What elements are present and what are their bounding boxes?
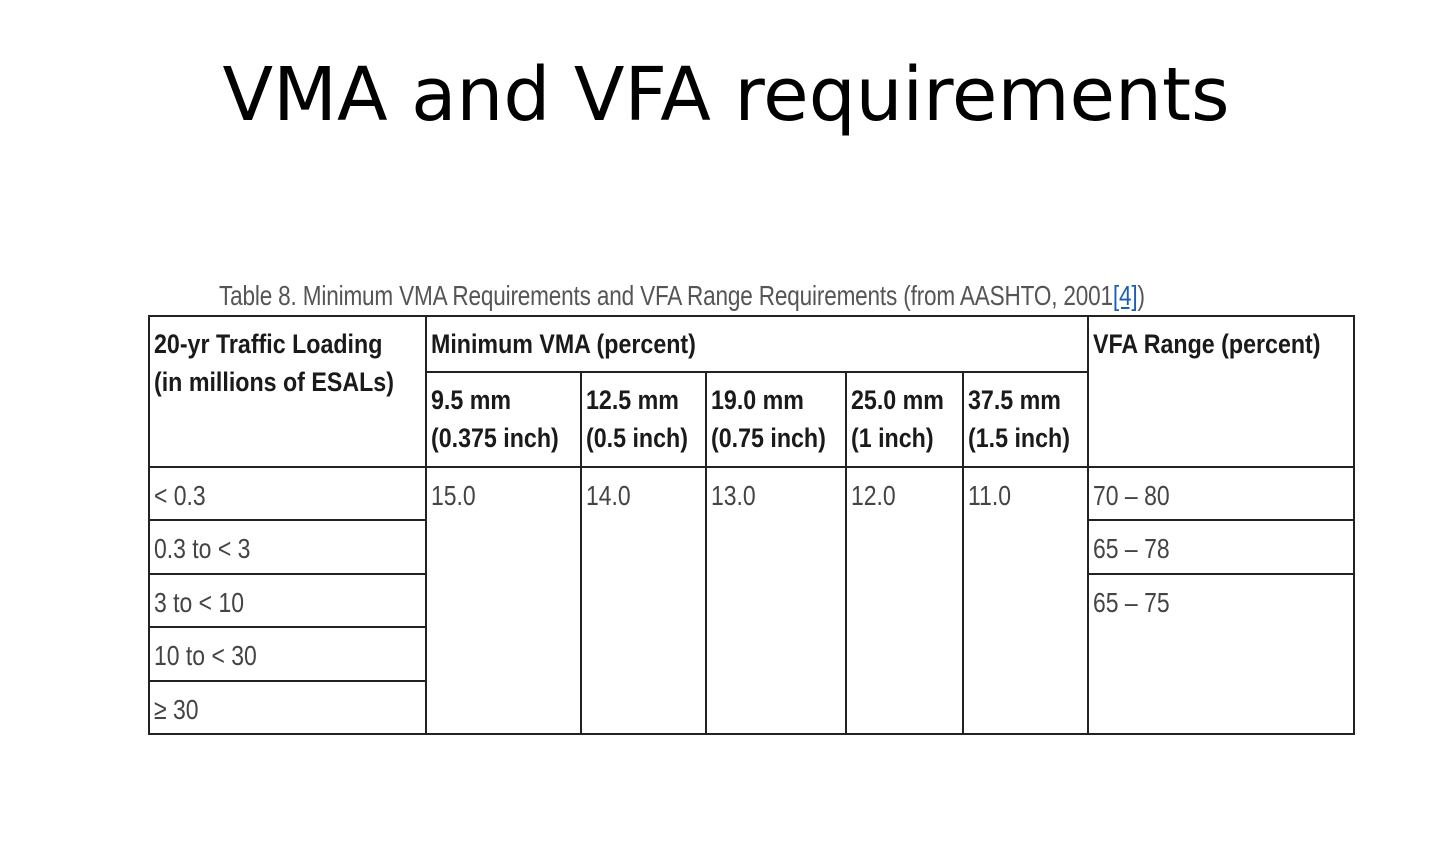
size-header-12-5mm: 12.5 mm (0.5 inch) bbox=[581, 372, 706, 466]
vma-value-12-5mm: 14.0 bbox=[581, 467, 706, 734]
traffic-level-cell: ≥ 30 bbox=[149, 681, 426, 734]
caption-text: Table 8. Minimum VMA Requirements and VFA Range Requirements (from AASHTO, 2001 bbox=[219, 280, 1113, 311]
vfa-range-cell: 65 – 78 bbox=[1088, 520, 1354, 573]
size-header-37-5mm: 37.5 mm (1.5 inch) bbox=[963, 372, 1088, 466]
traffic-level-cell: 0.3 to < 3 bbox=[149, 520, 426, 573]
vfa-range-cell: 65 – 75 bbox=[1088, 574, 1354, 734]
traffic-level-cell: 10 to < 30 bbox=[149, 627, 426, 680]
vma-value-9-5mm: 15.0 bbox=[426, 467, 581, 734]
vma-value-19-0mm: 13.0 bbox=[706, 467, 846, 734]
size-header-19-0mm: 19.0 mm (0.75 inch) bbox=[706, 372, 846, 466]
reference-link[interactable]: [4] bbox=[1112, 280, 1138, 311]
vfa-range-header: VFA Range (percent) bbox=[1088, 316, 1354, 467]
vma-value-25-0mm: 12.0 bbox=[846, 467, 963, 734]
vma-value-37-5mm: 11.0 bbox=[963, 467, 1088, 734]
table-caption bbox=[219, 280, 1145, 312]
vma-vfa-requirements-table bbox=[148, 315, 1355, 735]
caption-close-paren: ) bbox=[1137, 280, 1145, 311]
vfa-range-cell: 70 – 80 bbox=[1088, 467, 1354, 520]
traffic-level-cell: 3 to < 10 bbox=[149, 574, 426, 627]
size-header-9-5mm: 9.5 mm (0.375 inch) bbox=[426, 372, 581, 466]
slide-title: VMA and VFA requirements bbox=[222, 52, 1230, 138]
traffic-level-cell: < 0.3 bbox=[149, 467, 426, 520]
size-header-25-0mm: 25.0 mm (1 inch) bbox=[846, 372, 963, 466]
traffic-loading-header: 20-yr Traffic Loading (in millions of ESALs) bbox=[149, 316, 426, 467]
minimum-vma-header: Minimum VMA (percent) bbox=[426, 316, 1088, 372]
